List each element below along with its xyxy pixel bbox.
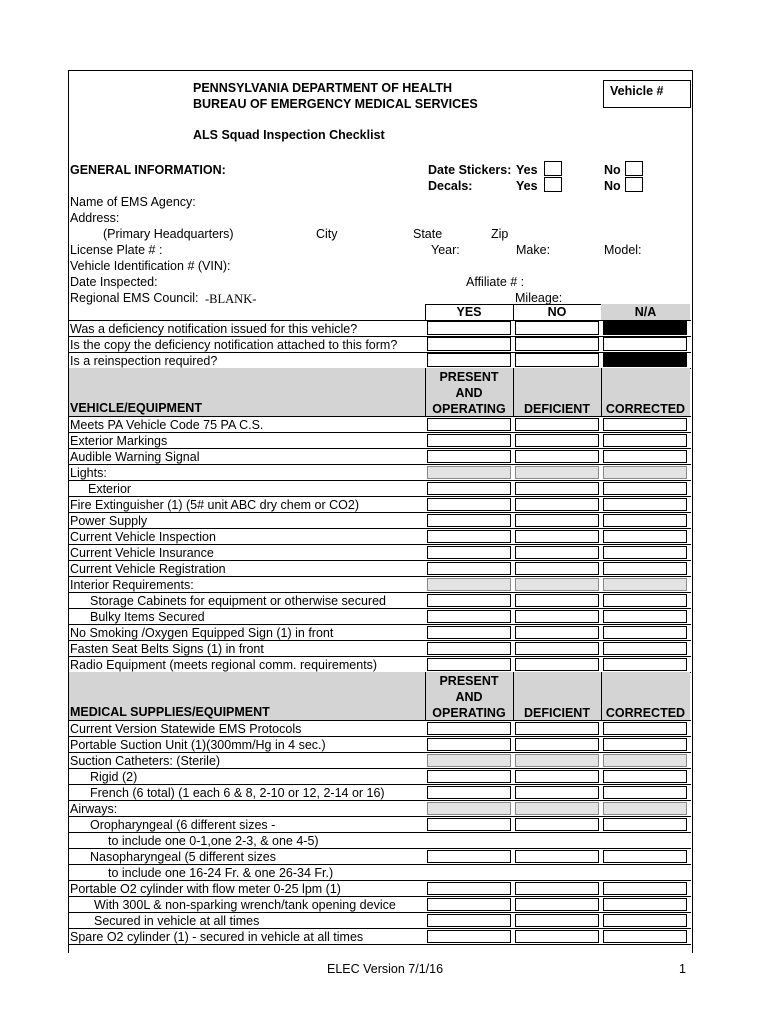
medical-row: Secured in vehicle at all times bbox=[94, 914, 260, 928]
date-stickers-label: Date Stickers: bbox=[428, 163, 512, 177]
corrected-checkbox[interactable] bbox=[603, 850, 687, 863]
date-stickers-yes-label: Yes bbox=[516, 163, 538, 177]
corrected-checkbox[interactable] bbox=[603, 610, 687, 623]
present-checkbox[interactable] bbox=[427, 898, 511, 911]
medical-row-divider bbox=[68, 768, 691, 769]
deficient-checkbox[interactable] bbox=[515, 722, 599, 735]
present-checkbox bbox=[427, 802, 511, 815]
medical-row: French (6 total) (1 each 6 & 8, 2-10 or 12, 2-14 or 16) bbox=[90, 786, 385, 800]
corrected-checkbox[interactable] bbox=[603, 658, 687, 671]
present-checkbox[interactable] bbox=[427, 498, 511, 511]
medical-row: Current Version Statewide EMS Protocols bbox=[70, 722, 302, 736]
deficient-checkbox[interactable] bbox=[515, 658, 599, 671]
corrected-checkbox[interactable] bbox=[603, 546, 687, 559]
corrected-checkbox[interactable] bbox=[603, 434, 687, 447]
corrected-checkbox[interactable] bbox=[603, 594, 687, 607]
deficient-checkbox[interactable] bbox=[515, 930, 599, 943]
corrected-header: CORRECTED bbox=[605, 706, 686, 720]
corrected-checkbox[interactable] bbox=[603, 930, 687, 943]
vehicle-section-heading: VEHICLE/EQUIPMENT bbox=[70, 401, 202, 415]
vehicle-row: Interior Requirements: bbox=[70, 578, 194, 592]
present-operating-header: PRESENT bbox=[439, 674, 499, 688]
medical-row: to include one 0-1,one 2-3, & one 4-5) bbox=[108, 834, 319, 848]
na-checkbox bbox=[603, 321, 687, 335]
present-checkbox[interactable] bbox=[427, 786, 511, 799]
vehicle-row: Storage Cabinets for equipment or otherwise secured bbox=[90, 594, 386, 608]
date-stickers-no-label: No bbox=[604, 163, 621, 177]
vin-label: Vehicle Identification # (VIN): bbox=[70, 259, 231, 273]
vehicle-row: Current Vehicle Inspection bbox=[70, 530, 216, 544]
vehicle-row: Power Supply bbox=[70, 514, 148, 528]
vehicle-row: Radio Equipment (meets regional comm. requirements) bbox=[70, 658, 378, 672]
deficient-checkbox bbox=[515, 754, 599, 767]
corrected-checkbox[interactable] bbox=[603, 882, 687, 895]
decals-yes-checkbox[interactable] bbox=[544, 177, 562, 192]
vehicle-row: Meets PA Vehicle Code 75 PA C.S. bbox=[70, 418, 264, 432]
present-checkbox[interactable] bbox=[427, 546, 511, 559]
present-operating-header: OPERATING bbox=[432, 402, 506, 416]
corrected-checkbox[interactable] bbox=[603, 626, 687, 639]
deficient-checkbox[interactable] bbox=[515, 738, 599, 751]
present-checkbox[interactable] bbox=[427, 658, 511, 671]
medical-row-divider bbox=[68, 800, 691, 801]
present-checkbox[interactable] bbox=[427, 930, 511, 943]
medical-row: Portable Suction Unit (1)(300mm/Hg in 4 sec.) bbox=[70, 738, 326, 752]
yes-checkbox[interactable] bbox=[427, 321, 511, 335]
present-checkbox[interactable] bbox=[427, 530, 511, 543]
no-header: NO bbox=[547, 305, 567, 319]
date-stickers-no-checkbox[interactable] bbox=[625, 161, 643, 176]
corrected-checkbox[interactable] bbox=[603, 562, 687, 575]
question-label: Was a deficiency notification issued for this vehicle? bbox=[70, 322, 358, 336]
regional-council-label: Regional EMS Council: bbox=[70, 291, 199, 305]
corrected-checkbox[interactable] bbox=[603, 530, 687, 543]
vehicle-row: No Smoking /Oxygen Equipped Sign (1) in front bbox=[70, 626, 334, 640]
deficient-header: DEFICIENT bbox=[524, 706, 590, 720]
present-checkbox[interactable] bbox=[427, 482, 511, 495]
deficient-checkbox[interactable] bbox=[515, 786, 599, 799]
no-checkbox[interactable] bbox=[515, 353, 599, 367]
deficient-checkbox[interactable] bbox=[515, 610, 599, 623]
corrected-checkbox[interactable] bbox=[603, 514, 687, 527]
decals-yes-label: Yes bbox=[516, 179, 538, 193]
license-plate-label: License Plate # : bbox=[70, 243, 163, 257]
medical-row: With 300L & non-sparking wrench/tank opening device bbox=[94, 898, 396, 912]
regional-council-value: -BLANK- bbox=[205, 292, 257, 306]
vehicle-row-divider bbox=[68, 480, 691, 481]
decals-no-label: No bbox=[604, 179, 621, 193]
deficient-checkbox[interactable] bbox=[515, 818, 599, 831]
present-checkbox[interactable] bbox=[427, 610, 511, 623]
vehicle-row: Exterior Markings bbox=[70, 434, 168, 448]
present-checkbox[interactable] bbox=[427, 562, 511, 575]
deficient-checkbox[interactable] bbox=[515, 498, 599, 511]
corrected-checkbox[interactable] bbox=[603, 722, 687, 735]
present-checkbox[interactable] bbox=[427, 722, 511, 735]
deficient-checkbox[interactable] bbox=[515, 418, 599, 431]
corrected-checkbox[interactable] bbox=[603, 498, 687, 511]
deficient-checkbox bbox=[515, 578, 599, 591]
deficient-checkbox[interactable] bbox=[515, 562, 599, 575]
primary-hq-label: (Primary Headquarters) bbox=[103, 227, 234, 241]
general-info-heading: GENERAL INFORMATION: bbox=[70, 163, 226, 177]
question-label: Is a reinspection required? bbox=[70, 354, 218, 368]
corrected-header: CORRECTED bbox=[605, 402, 686, 416]
medical-row: Rigid (2) bbox=[90, 770, 138, 784]
corrected-checkbox[interactable] bbox=[603, 786, 687, 799]
question-label: Is the copy the deficiency notification attached to this form? bbox=[70, 338, 398, 352]
zip-label: Zip bbox=[491, 227, 509, 241]
vehicle-row: Exterior bbox=[88, 482, 132, 496]
bureau-title: BUREAU OF EMERGENCY MEDICAL SERVICES bbox=[193, 97, 478, 111]
date-stickers-yes-checkbox[interactable] bbox=[544, 161, 562, 176]
deficient-checkbox bbox=[515, 802, 599, 815]
present-checkbox[interactable] bbox=[427, 642, 511, 655]
medical-row: Spare O2 cylinder (1) - secured in vehicle at all times bbox=[70, 930, 364, 944]
present-checkbox bbox=[427, 754, 511, 767]
present-checkbox[interactable] bbox=[427, 434, 511, 447]
date-inspected-label: Date Inspected: bbox=[70, 275, 158, 289]
department-title: PENNSYLVANIA DEPARTMENT OF HEALTH bbox=[193, 81, 453, 95]
corrected-checkbox[interactable] bbox=[603, 418, 687, 431]
address-label: Address: bbox=[70, 211, 120, 225]
yes-checkbox[interactable] bbox=[427, 353, 511, 367]
present-checkbox[interactable] bbox=[427, 626, 511, 639]
agency-name-label: Name of EMS Agency: bbox=[70, 195, 196, 209]
present-operating-header: PRESENT bbox=[439, 370, 499, 384]
deficient-checkbox[interactable] bbox=[515, 546, 599, 559]
medical-row: Suction Catheters: (Sterile) bbox=[70, 754, 221, 768]
medical-row: to include one 16-24 Fr. & one 26-34 Fr.) bbox=[108, 866, 334, 880]
city-label: City bbox=[316, 227, 338, 241]
medical-row: Portable O2 cylinder with flow meter 0-25 lpm (1) bbox=[70, 882, 341, 896]
present-checkbox bbox=[427, 578, 511, 591]
corrected-checkbox[interactable] bbox=[603, 770, 687, 783]
deficient-checkbox[interactable] bbox=[515, 482, 599, 495]
form-title: ALS Squad Inspection Checklist bbox=[193, 128, 385, 142]
vehicle-row: Fire Extinguisher (1) (5# unit ABC dry chem or CO2) bbox=[70, 498, 359, 512]
deficient-checkbox[interactable] bbox=[515, 850, 599, 863]
deficient-checkbox bbox=[515, 466, 599, 479]
vehicle-row: Lights: bbox=[70, 466, 107, 480]
corrected-checkbox[interactable] bbox=[603, 898, 687, 911]
present-checkbox[interactable] bbox=[427, 738, 511, 751]
deficient-checkbox[interactable] bbox=[515, 642, 599, 655]
corrected-checkbox bbox=[603, 802, 687, 815]
present-operating-header: AND bbox=[455, 690, 483, 704]
medical-row: Airways: bbox=[70, 802, 118, 816]
make-label: Make: bbox=[516, 243, 551, 257]
mileage-label: Mileage: bbox=[515, 291, 563, 305]
present-operating-header: OPERATING bbox=[432, 706, 506, 720]
present-checkbox[interactable] bbox=[427, 818, 511, 831]
vehicle-number-field[interactable] bbox=[603, 80, 691, 108]
deficient-checkbox[interactable] bbox=[515, 882, 599, 895]
affiliate-label: Affiliate # : bbox=[466, 275, 525, 289]
present-checkbox[interactable] bbox=[427, 914, 511, 927]
corrected-checkbox[interactable] bbox=[603, 482, 687, 495]
no-checkbox[interactable] bbox=[515, 337, 599, 351]
present-checkbox bbox=[427, 466, 511, 479]
vehicle-row: Audible Warning Signal bbox=[70, 450, 200, 464]
vehicle-number-label: Vehicle # bbox=[610, 84, 664, 98]
year-label: Year: bbox=[431, 243, 460, 257]
deficient-checkbox[interactable] bbox=[515, 594, 599, 607]
corrected-checkbox bbox=[603, 578, 687, 591]
state-label: State bbox=[413, 227, 443, 241]
corrected-checkbox bbox=[603, 754, 687, 767]
corrected-checkbox[interactable] bbox=[603, 642, 687, 655]
page-number: 1 bbox=[679, 962, 686, 976]
no-checkbox[interactable] bbox=[515, 321, 599, 335]
vehicle-row-divider bbox=[68, 512, 691, 513]
deficient-header: DEFICIENT bbox=[524, 402, 590, 416]
na-header: N/A bbox=[634, 305, 657, 319]
present-checkbox[interactable] bbox=[427, 882, 511, 895]
vehicle-row: Current Vehicle Insurance bbox=[70, 546, 214, 560]
deficient-checkbox[interactable] bbox=[515, 898, 599, 911]
deficient-checkbox[interactable] bbox=[515, 914, 599, 927]
model-label: Model: bbox=[604, 243, 642, 257]
medical-row: Oropharyngeal (6 different sizes - bbox=[90, 818, 276, 832]
deficient-checkbox[interactable] bbox=[515, 530, 599, 543]
vehicle-row-divider bbox=[68, 464, 691, 465]
present-checkbox[interactable] bbox=[427, 418, 511, 431]
medical-row: Nasopharyngeal (5 different sizes bbox=[90, 850, 276, 864]
footer-version: ELEC Version 7/1/16 bbox=[327, 962, 444, 976]
present-checkbox[interactable] bbox=[427, 450, 511, 463]
decals-label: Decals: bbox=[428, 179, 473, 193]
na-checkbox[interactable] bbox=[603, 337, 687, 351]
deficient-checkbox[interactable] bbox=[515, 514, 599, 527]
deficient-checkbox[interactable] bbox=[515, 770, 599, 783]
vehicle-row: Bulky Items Secured bbox=[90, 610, 205, 624]
corrected-checkbox[interactable] bbox=[603, 818, 687, 831]
present-checkbox[interactable] bbox=[427, 594, 511, 607]
present-operating-header: AND bbox=[455, 386, 483, 400]
corrected-checkbox[interactable] bbox=[603, 450, 687, 463]
yes-header: YES bbox=[456, 305, 482, 319]
deficient-checkbox[interactable] bbox=[515, 626, 599, 639]
yes-checkbox[interactable] bbox=[427, 337, 511, 351]
vehicle-row: Current Vehicle Registration bbox=[70, 562, 226, 576]
deficient-checkbox[interactable] bbox=[515, 450, 599, 463]
present-checkbox[interactable] bbox=[427, 850, 511, 863]
corrected-checkbox bbox=[603, 466, 687, 479]
corrected-checkbox[interactable] bbox=[603, 914, 687, 927]
medical-section-heading: MEDICAL SUPPLIES/EQUIPMENT bbox=[70, 705, 270, 719]
medical-row-divider bbox=[68, 944, 691, 945]
deficient-checkbox[interactable] bbox=[515, 434, 599, 447]
decals-no-checkbox[interactable] bbox=[625, 177, 643, 192]
present-checkbox[interactable] bbox=[427, 514, 511, 527]
na-checkbox bbox=[603, 353, 687, 367]
present-checkbox[interactable] bbox=[427, 770, 511, 783]
vehicle-row: Fasten Seat Belts Signs (1) in front bbox=[70, 642, 264, 656]
corrected-checkbox[interactable] bbox=[603, 738, 687, 751]
